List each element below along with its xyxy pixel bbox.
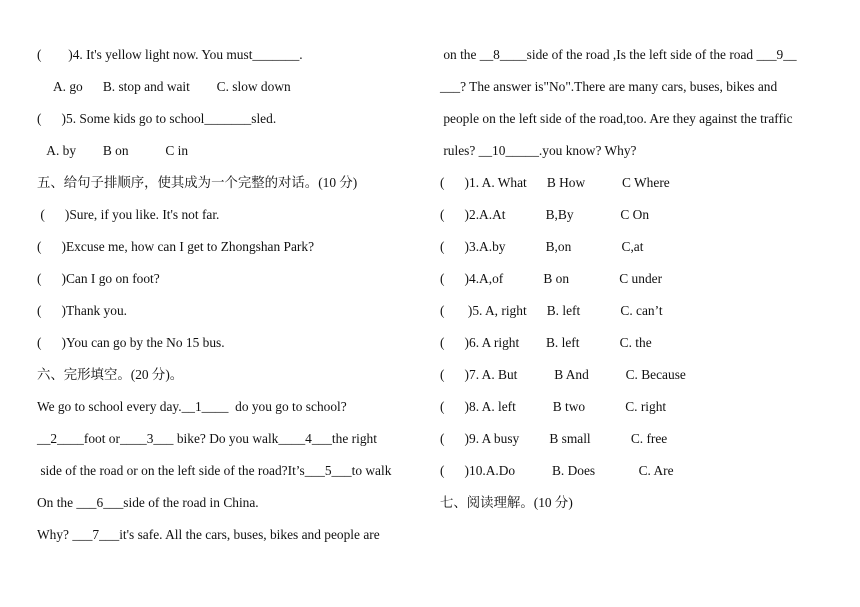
cloze-option-1: ( )1. A. What B How C Where [440,175,670,190]
cloze-option-2: ( )2.A.At B,By C On [440,207,650,222]
cloze-option-8: ( )8. A. left B two C. right [440,399,667,414]
question-5: ( )5. Some kids go to school_______sled. [37,111,277,126]
cloze-option-10: ( )10.A.Do B. Does C. Are [440,463,674,478]
cloze-passage-line: __2____foot or____3___ bike? Do you walk____4___the right [37,431,377,446]
dialogue-line: ( )Thank you. [37,303,127,318]
question-4-options: A. go B. stop and wait C. slow down [37,79,291,94]
cloze-option-7: ( )7. A. But B And C. Because [440,367,686,382]
section-7-heading: 七、阅读理解。(10 分) [440,495,573,510]
cloze-passage-line: people on the left side of the road,too. Are they against the traffic [440,111,793,126]
cloze-passage-line: rules? __10_____.you know? Why? [440,143,637,158]
cloze-passage-line: Why? ___7___it's safe. All the cars, buses, bikes and people are [37,527,380,542]
dialogue-line: ( )Can I go on foot? [37,271,160,286]
section-5-heading: 五、给句子排顺序，使其成为一个完整的对话。(10 分) [37,175,358,190]
cloze-option-4: ( )4.A,of B on C under [440,271,663,286]
question-4: ( )4. It's yellow light now. You must_______. [37,47,303,62]
dialogue-line: ( )You can go by the No 15 bus. [37,335,225,350]
cloze-passage-line: ___? The answer is"No".There are many cars, buses, bikes and [440,79,778,94]
section-6-heading: 六、完形填空。(20 分)。 [37,367,184,382]
question-5-options: A. by B on C in [37,143,189,158]
dialogue-line: ( )Sure, if you like. It's not far. [37,207,220,222]
cloze-option-3: ( )3.A.by B,on C,at [440,239,644,254]
dialogue-line: ( )Excuse me, how can I get to Zhongshan Park? [37,239,315,254]
cloze-option-6: ( )6. A right B. left C. the [440,335,652,350]
cloze-option-5: ( )5. A, right B. left C. can’t [440,303,663,318]
cloze-passage-line: On the ___6___side of the road in China. [37,495,259,510]
cloze-passage-line: side of the road or on the left side of the road?It’s___5___to walk [37,463,392,478]
cloze-passage-line: on the __8____side of the road ,Is the left side of the road ___9__ [440,47,797,62]
cloze-option-9: ( )9. A busy B small C. free [440,431,668,446]
cloze-passage-line: We go to school every day.__1____ do you go to school? [37,399,347,414]
